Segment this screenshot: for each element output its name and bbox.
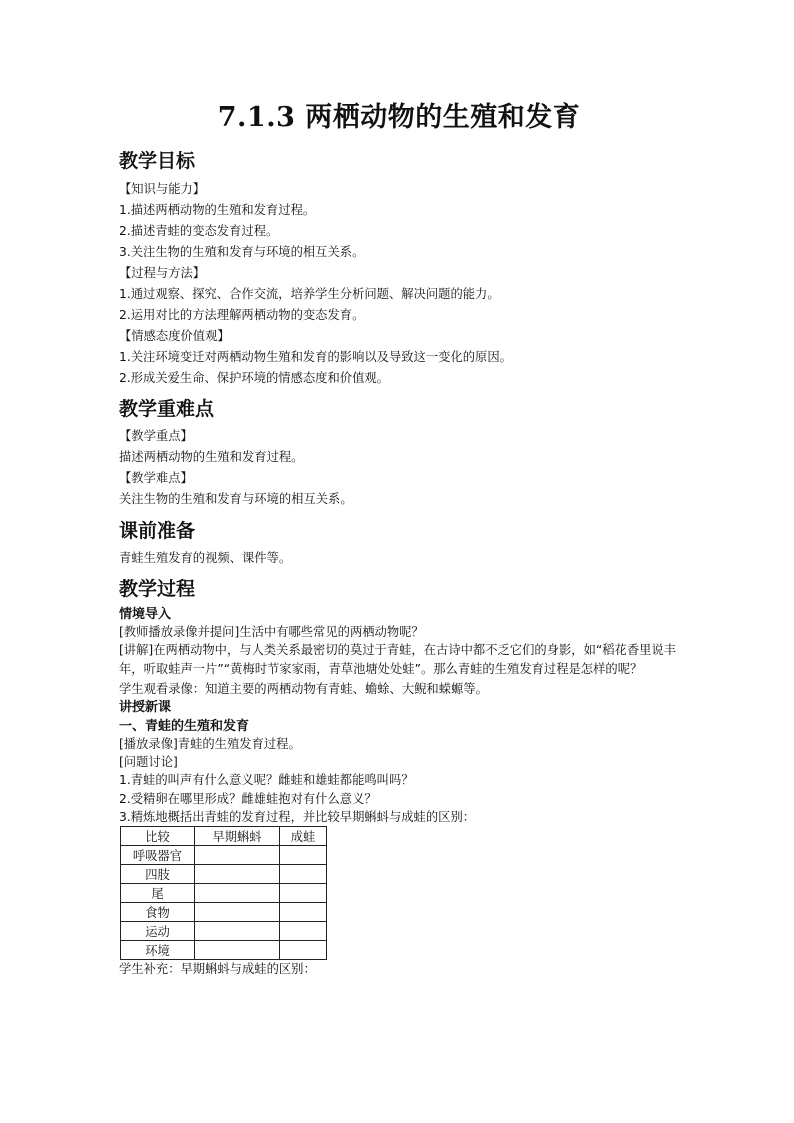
table-header-frog: 成蛙: [280, 827, 327, 846]
table-cell: [195, 922, 280, 941]
table-cell: [280, 846, 327, 865]
part1-title: 一、青蛙的生殖和发育: [119, 719, 250, 734]
keypoints-heading: 教学重难点: [119, 398, 215, 420]
table-row: [121, 903, 327, 922]
intro-line-1: [教师播放录像并提问]生活中有哪些常见的两栖动物呢？: [119, 625, 424, 639]
difficulty-text: 关注生物的生殖和发育与环境的相互关系。: [119, 492, 353, 506]
intro-title: 情境导入: [119, 607, 172, 622]
table-row-label: 尾: [121, 884, 195, 903]
intro-line-2: [讲解]在两栖动物中，与人类关系最密切的莫过于青蛙，在古诗中都不乏它们的身影，如“稻花香里说丰年，听取蛙声一片”“黄梅时节家家雨，青草池塘处处蛙”。那么青蛙的生殖发育过程是怎样的呢？: [119, 643, 677, 676]
emotion-item-1: 1.关注环境变迁对两栖动物生殖和发育的影响以及导致这一变化的原因。: [119, 350, 512, 364]
process-method-item-2: 2.运用对比的方法理解两栖动物的变态发育。: [119, 308, 365, 322]
prep-heading: 课前准备: [119, 520, 196, 542]
difficulty-label: 【教学难点】: [119, 471, 193, 485]
table-cell: [280, 865, 327, 884]
table-row-label: 呼吸器官: [121, 846, 195, 865]
emotion-label: 【情感态度价值观】: [119, 329, 230, 343]
process-method-item-1: 1.通过观察、探究、合作交流，培养学生分析问题、解决问题的能力。: [119, 287, 500, 301]
document-page: [119, 98, 679, 978]
table-row: [121, 941, 327, 960]
knowledge-item-1: 1.描述两栖动物的生殖和发育过程。: [119, 203, 316, 217]
table-cell: [195, 884, 280, 903]
prep-text: 青蛙生殖发育的视频、课件等。: [119, 551, 292, 565]
table-cell: [195, 846, 280, 865]
document-title: 7.1.3 两栖动物的生殖和发育: [217, 102, 581, 133]
table-row: [121, 922, 327, 941]
table-cell: [280, 922, 327, 941]
knowledge-item-2: 2.描述青蛙的变态发育过程。: [119, 224, 279, 238]
table-cell: [280, 903, 327, 922]
table-cell: [195, 865, 280, 884]
comparison-table: [120, 826, 327, 960]
process-heading: 教学过程: [119, 578, 196, 600]
emotion-item-2: 2.形成关爱生命、保护环境的情感态度和价值观。: [119, 371, 389, 385]
table-row-label: 运动: [121, 922, 195, 941]
table-header-compare: 比较: [121, 827, 195, 846]
table-row-label: 食物: [121, 903, 195, 922]
table-cell: [280, 941, 327, 960]
table-header-tadpole: 早期蝌蚪: [195, 827, 280, 846]
table-row: [121, 884, 327, 903]
question-3: 3.精炼地概括出青蛙的发育过程，并比较早期蝌蚪与成蛙的区别：: [119, 810, 476, 824]
table-row-label: 环境: [121, 941, 195, 960]
knowledge-item-3: 3.关注生物的生殖和发育与环境的相互关系。: [119, 245, 365, 259]
table-row-label: 四肢: [121, 865, 195, 884]
question-2: 2.受精卵在哪里形成？雌雄蛙抱对有什么意义？: [119, 792, 377, 806]
focus-text: 描述两栖动物的生殖和发育过程。: [119, 450, 304, 464]
student-supplement: 学生补充：早期蝌蚪与成蛙的区别：: [119, 962, 316, 976]
knowledge-label: 【知识与能力】: [119, 182, 206, 196]
intro-line-3: 学生观看录像：知道主要的两栖动物有青蛙、蟾蜍、大鲵和蝾螈等。: [119, 682, 488, 696]
question-1: 1.青蛙的叫声有什么意义呢？雌蛙和雄蛙都能鸣叫吗？: [119, 773, 414, 787]
table-header-row: [121, 827, 327, 846]
table-cell: [280, 884, 327, 903]
table-cell: [195, 903, 280, 922]
part1-line-1: [播放录像]青蛙的生殖发育过程。: [119, 737, 301, 751]
table-cell: [195, 941, 280, 960]
focus-label: 【教学重点】: [119, 429, 193, 443]
table-row: [121, 865, 327, 884]
objectives-heading: 教学目标: [119, 150, 196, 172]
table-row: [121, 846, 327, 865]
process-method-label: 【过程与方法】: [119, 266, 206, 280]
part1-line-2: [问题讨论]: [119, 755, 178, 769]
new-lesson-title: 讲授新课: [119, 700, 172, 715]
